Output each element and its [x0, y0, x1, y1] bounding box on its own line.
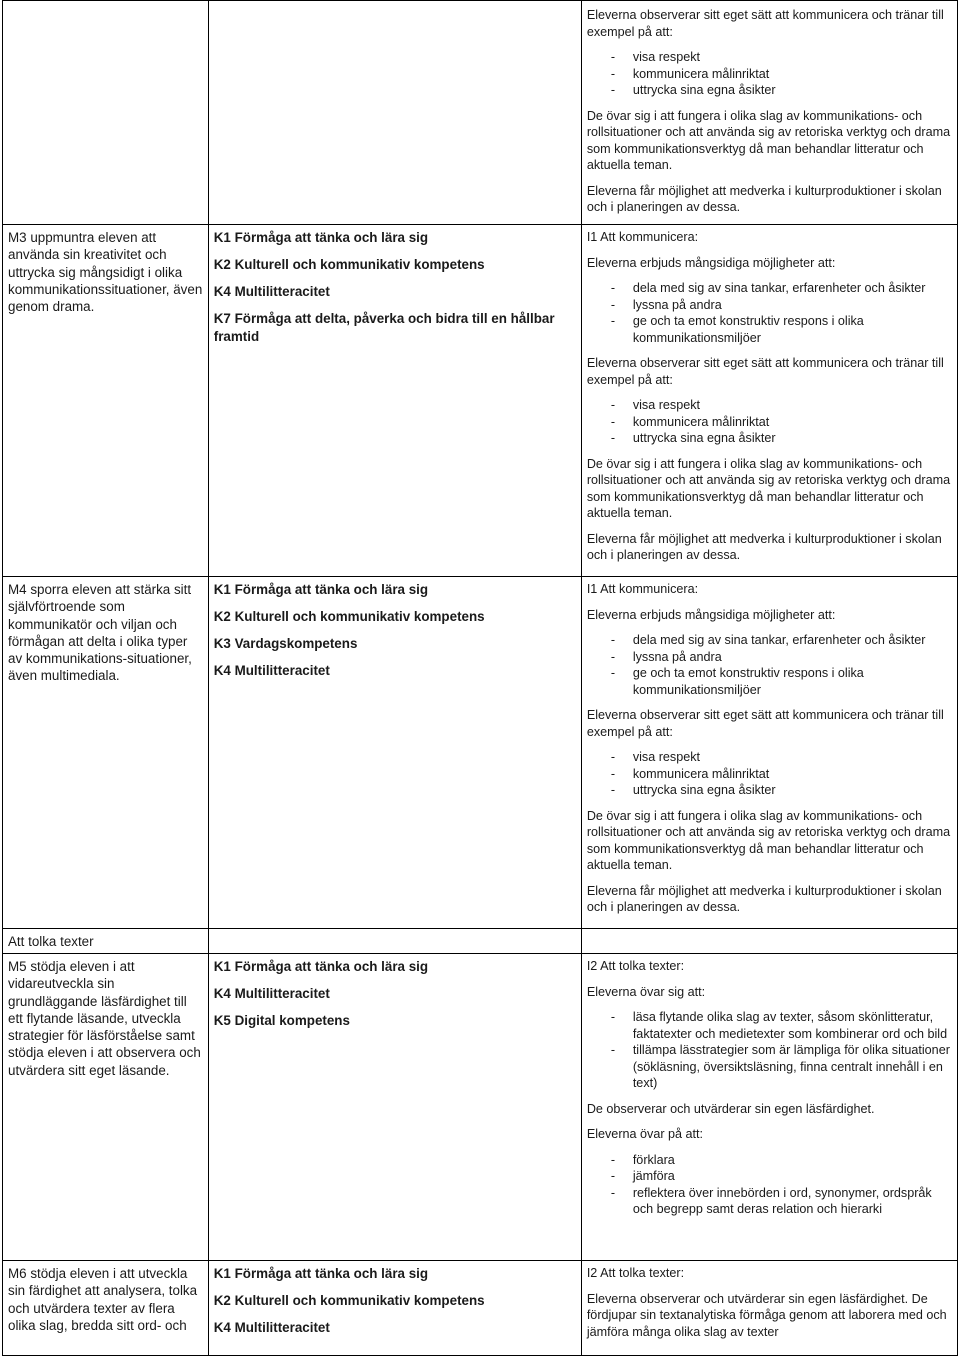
competence-cell-m5 [208, 954, 581, 1261]
list-item: - jämföra [587, 1168, 952, 1185]
offered-list [587, 280, 952, 346]
list-item: - dela med sig av sina tankar, erfarenheter och åsikter [587, 280, 952, 297]
goal-m6: M6 stödja eleven i att utveckla sin färdighet att analysera, tolka och utvärdera texter av flera olika slag, bredda sitt ord- och [8, 1266, 198, 1333]
list-item: - lyssna på andra [587, 297, 952, 314]
goal-cell-m5 [3, 954, 209, 1261]
list-item: - kommunicera målinriktat [587, 766, 952, 783]
observe-list [587, 749, 952, 799]
table-row-section-header [3, 929, 958, 954]
goal-m3: M3 uppmuntra eleven att använda sin kreativitet och uttrycka sig mångsidigt i olika kommunikationssituationer, även genom drama. [8, 230, 203, 315]
culture-text: Eleverna får möjlighet att medverka i kulturproduktioner i skolan och i planeringen av dessa. [586, 531, 942, 562]
practice2-intro: Eleverna övar på att: [586, 1127, 704, 1141]
content-cell-m3 [581, 225, 957, 577]
list-item: - visa respekt [587, 397, 952, 414]
list-item: - kommunicera målinriktat [587, 66, 952, 83]
competence-cell-m3 [208, 225, 581, 577]
practice-text: De övar sig i att fungera i olika slag av kommunikations- och rollsituationer och att använda sig av retoriska verktyg och drama som kommunikationsverktyg då man behandlar litteratur och aktuella teman. [586, 808, 951, 872]
competence-k1: K1 Förmåga att tänka och lära sig [213, 1266, 429, 1281]
goal-cell-empty [3, 1, 209, 225]
list-item: - lyssna på andra [587, 649, 952, 666]
area-title: I1 Att kommunicera: [586, 230, 699, 244]
table-row-m6 [3, 1261, 958, 1356]
practice-text: De övar sig i att fungera i olika slag av kommunikations- och rollsituationer och att använda sig av retoriska verktyg och drama som kommunikationsverktyg då man behandlar litteratur och aktuella teman. [586, 108, 951, 172]
competence-k5: K5 Digital kompetens [213, 1013, 350, 1029]
section-header-cell [3, 929, 209, 954]
competence-k4: K4 Multilitteracitet [213, 663, 330, 679]
list-item: - kommunicera målinriktat [587, 414, 952, 431]
offered-list [587, 632, 952, 698]
goal-cell-m6 [3, 1261, 209, 1356]
observe-list [587, 49, 952, 99]
list-item: - läsa flytande olika slag av texter, såsom skönlitteratur, faktatexter och medietexter som kombinerar ord och bild [587, 1009, 952, 1042]
goal-m4: M4 sporra eleven att stärka sitt självförtroende som kommunikatör och viljan och förmågan att delta i olika typer av kommunikations-situationer, även multimediala. [8, 582, 192, 684]
goal-cell-m3 [3, 225, 209, 577]
content-cell-m6 [581, 1261, 957, 1356]
list-item: - tillämpa lässtrategier som är lämpliga för olika situationer (sökläsning, översiktsläsning, finna centralt innehåll i en text) [587, 1042, 952, 1092]
list-item: - visa respekt [587, 749, 952, 766]
competence-k2: K2 Kulturell och kommunikativ kompetens [213, 609, 485, 625]
competence-k2: K2 Kulturell och kommunikativ kompetens [213, 257, 485, 273]
content-cell-m4 [581, 577, 957, 929]
observe-list [587, 397, 952, 447]
competence-k4: K4 Multilitteracitet [213, 1320, 330, 1336]
competence-k1: K1 Förmåga att tänka och lära sig [213, 230, 429, 245]
table-row-m3 [3, 225, 958, 577]
list-item: - reflektera över innebörden i ord, synonymer, ordspråk och begrepp samt deras relation och hierarki [587, 1185, 952, 1218]
competence-k4: K4 Multilitteracitet [213, 284, 330, 300]
observe-intro: Eleverna observerar sitt eget sätt att kommunicera och tränar till exempel på att: [586, 356, 944, 387]
area-title: I2 Att tolka texter: [586, 1266, 685, 1280]
list-item: - uttrycka sina egna åsikter [587, 782, 952, 799]
competence-k2: K2 Kulturell och kommunikativ kompetens [213, 1293, 485, 1309]
culture-text: Eleverna får möjlighet att medverka i kulturproduktioner i skolan och i planeringen av dessa. [586, 883, 942, 914]
offered-intro: Eleverna erbjuds mångsidiga möjligheter att: [586, 255, 836, 270]
section-header-empty [208, 929, 581, 954]
curriculum-table [2, 0, 958, 1356]
practice-text: De övar sig i att fungera i olika slag av kommunikations- och rollsituationer och att använda sig av retoriska verktyg och drama som kommunikationsverktyg då man behandlar litteratur och aktuella teman. [586, 456, 951, 520]
table-row-m5 [3, 954, 958, 1261]
content-cell [581, 1, 957, 225]
observe-text: De observerar och utvärderar sin egen läsfärdighet. [586, 1101, 875, 1116]
area-title: I2 Att tolka texter: [586, 959, 685, 973]
practice2-list [587, 1152, 952, 1218]
competence-cell-m6 [208, 1261, 581, 1356]
list-item: - ge och ta emot konstruktiv respons i olika kommunikationsmiljöer [587, 665, 952, 698]
list-item: - förklara [587, 1152, 952, 1169]
observe-intro: Eleverna observerar sitt eget sätt att kommunicera och tränar till exempel på att: [586, 8, 944, 39]
practice-intro: Eleverna övar sig att: [586, 984, 706, 999]
m6-text: Eleverna observerar och utvärderar sin egen läsfärdighet. De fördjupar sin textanalytiska förmåga genom att laborera med och jämföra många olika slag av texter [586, 1291, 947, 1339]
goal-cell-m4 [3, 577, 209, 929]
section-header: Att tolka texter [8, 933, 94, 949]
table-row-m4 [3, 577, 958, 929]
culture-text: Eleverna får möjlighet att medverka i kulturproduktioner i skolan och i planeringen av dessa. [586, 183, 942, 214]
content-cell-m5 [581, 954, 957, 1261]
list-item: - visa respekt [587, 49, 952, 66]
offered-intro: Eleverna erbjuds mångsidiga möjligheter att: [586, 607, 836, 622]
competence-k3: K3 Vardagskompetens [213, 636, 358, 652]
competence-k4: K4 Multilitteracitet [213, 986, 330, 1002]
practice-list [587, 1009, 952, 1092]
competence-k1: K1 Förmåga att tänka och lära sig [213, 582, 429, 597]
competence-k7: K7 Förmåga att delta, påverka och bidra till en hållbar framtid [213, 311, 555, 344]
competence-cell-m4 [208, 577, 581, 929]
list-item: - dela med sig av sina tankar, erfarenheter och åsikter [587, 632, 952, 649]
section-header-empty [581, 929, 957, 954]
list-item: - uttrycka sina egna åsikter [587, 430, 952, 447]
area-title: I1 Att kommunicera: [586, 582, 699, 596]
list-item: - ge och ta emot konstruktiv respons i olika kommunikationsmiljöer [587, 313, 952, 346]
goal-m5: M5 stödja eleven i att vidareutveckla sin grundläggande läsfärdighet till ett flytande läsande, utveckla strategier för läsförståelse samt stödja eleven i att observera och utvärdera sitt eget läsande. [8, 959, 201, 1078]
competence-k1: K1 Förmåga att tänka och lära sig [213, 959, 429, 974]
competence-cell-empty [208, 1, 581, 225]
observe-intro: Eleverna observerar sitt eget sätt att kommunicera och tränar till exempel på att: [586, 708, 944, 739]
table-row-continuation [3, 1, 958, 225]
list-item: - uttrycka sina egna åsikter [587, 82, 952, 99]
